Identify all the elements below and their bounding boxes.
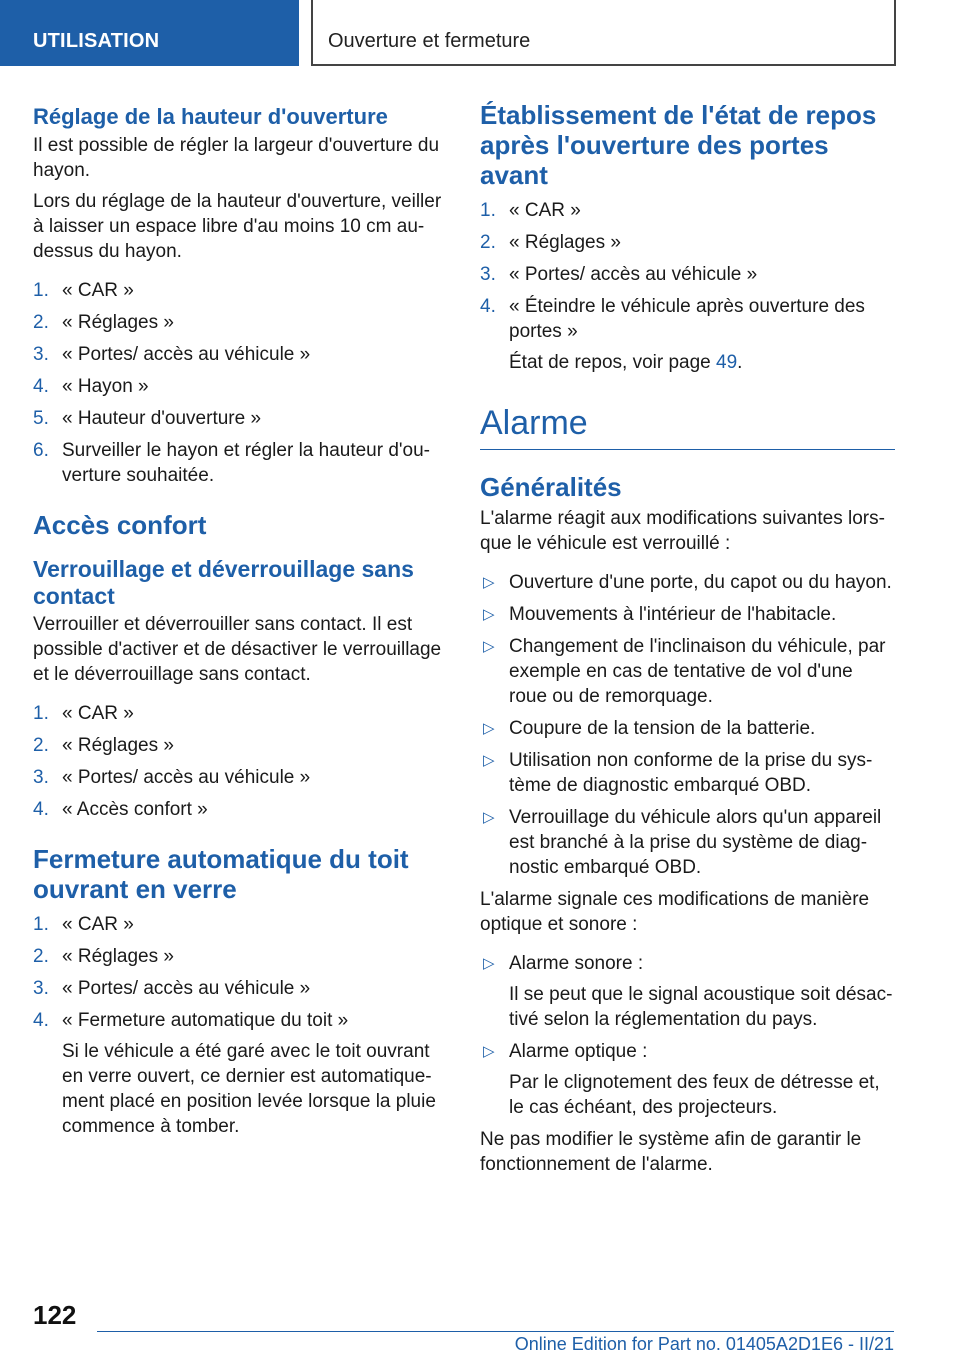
list-item: 2. « Réglages » [33, 735, 174, 756]
header-section-label: UTILISATION [33, 30, 160, 52]
steps-list [33, 278, 448, 488]
steps-list [480, 198, 895, 375]
list-item: 4. « Hayon » [33, 376, 149, 397]
paragraph: L'alarme signale ces modifications de manière optique et sonore : [480, 889, 870, 935]
header-section-tab [0, 0, 299, 66]
list-item: ▷ Alarme optique : Par le clignotement des feux de détresse et, le cas échéant, des projecteurs. [483, 1041, 880, 1118]
step-note: Si le véhicule a été garé avec le toit ouvrant en verre ouvert, ce dernier est automatique-ment placé en position levée lorsque la pluie commence à tomber. [62, 1041, 436, 1137]
list-item: 5. « Hauteur d'ouverture » [33, 408, 262, 429]
list-item: 1. « CAR » [33, 703, 134, 724]
paragraph: Ne pas modifier le système afin de garantir le fonctionnement de l'alarme. [480, 1129, 862, 1175]
list-item: ▷ Verrouillage du véhicule alors qu'un appareil est branché à la prise du système de diag-nostic embarqué OBD. [483, 807, 882, 878]
list-item: ▷ Mouvements à l'intérieur de l'habitacle. [483, 604, 837, 625]
bullet-list [480, 951, 895, 1120]
list-item: ▷ Alarme sonore : Il se peut que le signal acoustique soit désac-tivé selon la réglementation du pays. [483, 953, 893, 1030]
list-item: ▷ Ouverture d'une porte, du capot ou du hayon. [483, 572, 892, 593]
bullet-triangle-icon: ▷ [483, 574, 495, 591]
bullet-triangle-icon: ▷ [483, 720, 495, 737]
paragraph: L'alarme réagit aux modifications suivantes lors-que le véhicule est verrouillé : [480, 508, 885, 554]
bullet-triangle-icon: ▷ [483, 1043, 495, 1060]
list-item: 4. « Fermeture automatique du toit » Si le véhicule a été garé avec le toit ouvrant en verre ouvert, ce dernier est automatique-ment placé en position levée lorsque la pluie commence à tomber. [33, 1008, 448, 1139]
bullet-triangle-icon: ▷ [483, 752, 495, 769]
footer-divider [97, 1331, 894, 1332]
paragraph: Verrouiller et déverrouiller sans contact. Il est possible d'activer et de désactiver le verrouillage et le déverrouillage sans contact. [33, 614, 442, 685]
heading-keyless: Verrouillage et déverrouillage sans contact [33, 556, 414, 609]
list-item: 6. Surveiller le hayon et régler la hauteur d'ou-verture souhaitée. [33, 440, 431, 486]
page-number: 122 [33, 1300, 77, 1330]
page-reference-link[interactable]: 49 [716, 352, 738, 373]
heading-rest-state: Établissement de l'état de repos après l'ouverture des portes avant [480, 100, 877, 190]
heading-alarm: Alarme [480, 403, 895, 450]
left-column [33, 100, 448, 1146]
list-item: ▷ Changement de l'inclinaison du véhicule, par exemple en cas de tentative de vol d'une roue ou de remorquage. [483, 636, 886, 707]
list-item: 3. « Portes/ accès au véhicule » [33, 344, 311, 365]
list-item: 3. « Portes/ accès au véhicule » [480, 264, 758, 285]
heading-opening-height: Réglage de la hauteur d'ouverture [33, 104, 388, 129]
paragraph: Il est possible de régler la largeur d'ouverture du hayon. [33, 135, 440, 181]
steps-list [33, 912, 448, 1139]
list-item: ▷ Utilisation non conforme de la prise du sys-tème de diagnostic embarqué OBD. [483, 750, 873, 796]
heading-comfort-access: Accès confort [33, 510, 207, 540]
header-topic-label: Ouverture et fermeture [328, 30, 531, 52]
list-item: 4. « Éteindre le véhicule après ouverture des portes » État de repos, voir page 49. [480, 294, 895, 375]
bullet-triangle-icon: ▷ [483, 638, 495, 655]
list-item: 2. « Réglages » [480, 232, 621, 253]
bullet-triangle-icon: ▷ [483, 809, 495, 826]
heading-general: Généralités [480, 472, 622, 502]
steps-list [33, 701, 448, 822]
list-item: 4. « Accès confort » [33, 799, 208, 820]
right-column [480, 100, 895, 1177]
list-item: 1. « CAR » [33, 914, 134, 935]
paragraph: Lors du réglage de la hauteur d'ouverture, veiller à laisser un espace libre d'au moins 10 cm au-dessus du hayon. [33, 191, 442, 262]
list-item: 3. « Portes/ accès au véhicule » [33, 767, 311, 788]
bullet-triangle-icon: ▷ [483, 606, 495, 623]
list-item: 1. « CAR » [480, 200, 581, 221]
list-item: ▷ Coupure de la tension de la batterie. [483, 718, 816, 739]
list-item: 2. « Réglages » [33, 946, 174, 967]
header-topic-tab [311, 0, 896, 66]
list-item: 2. « Réglages » [33, 312, 174, 333]
footer-edition: Online Edition for Part no. 01405A2D1E6 - II/21 [514, 1334, 894, 1354]
bullet-triangle-icon: ▷ [483, 955, 495, 972]
bullet-list [480, 570, 895, 880]
step-note: État de repos, voir page 49. [509, 352, 743, 373]
heading-auto-close-roof: Fermeture automatique du toit ouvrant en verre [33, 844, 409, 904]
list-item: 3. « Portes/ accès au véhicule » [33, 978, 311, 999]
list-item: 1. « CAR » [33, 280, 134, 301]
